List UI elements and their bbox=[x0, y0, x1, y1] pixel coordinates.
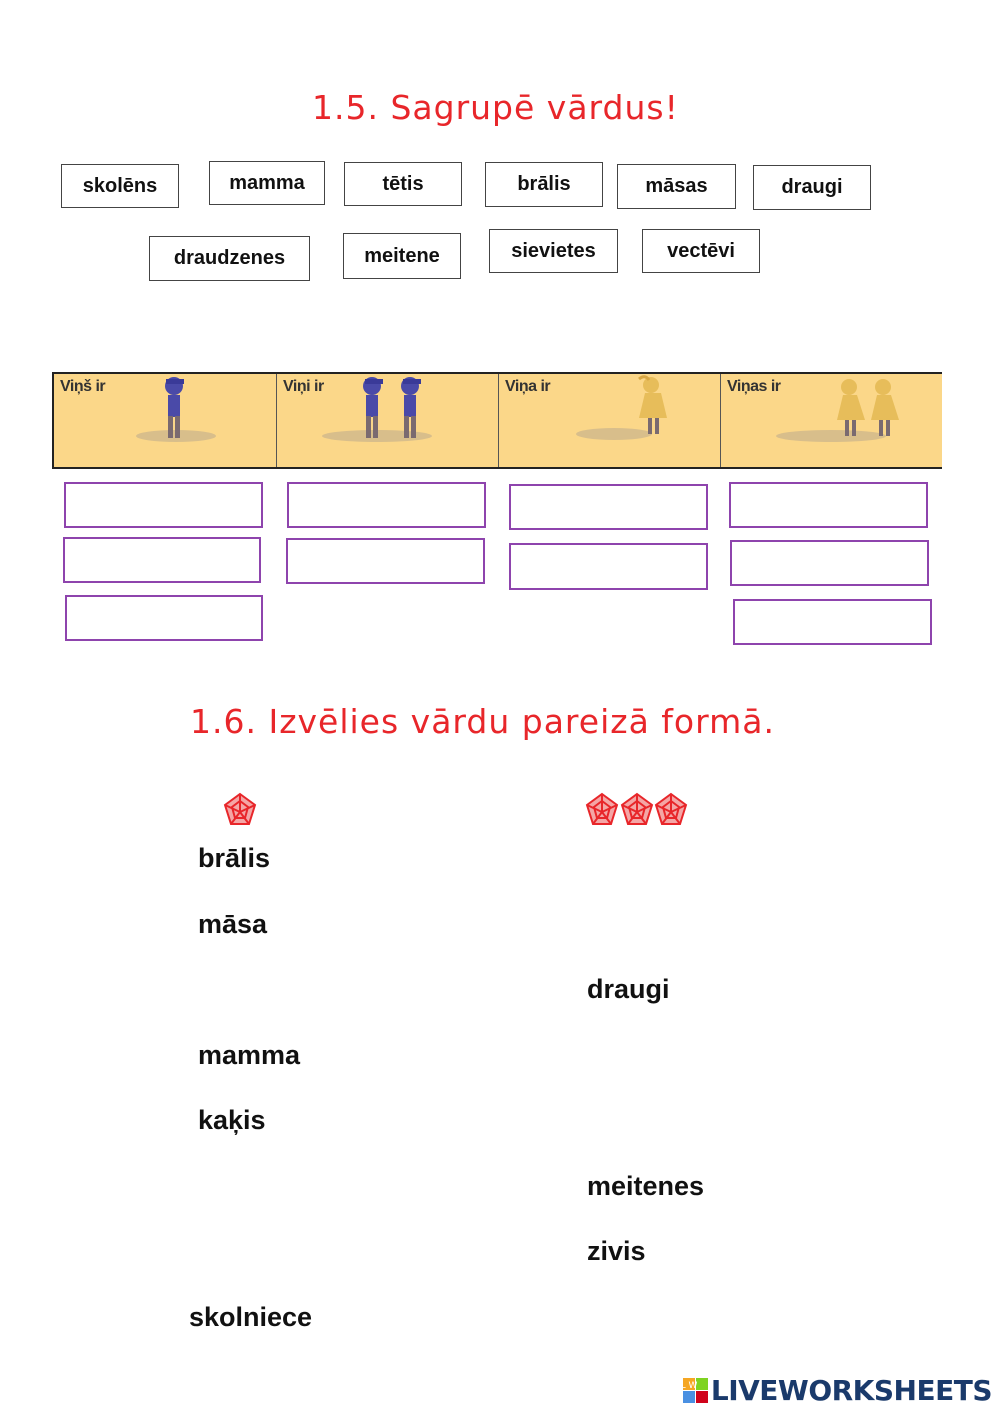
word-tile-masas[interactable]: māsas bbox=[617, 164, 736, 209]
answer-box-vins-3[interactable] bbox=[65, 595, 263, 641]
word-tile-draugi[interactable]: draugi bbox=[753, 165, 871, 210]
spiderweb-icon bbox=[222, 792, 258, 828]
section-title-1-6: 1.6. Izvēlies vārdu pareizā formā. bbox=[190, 702, 775, 741]
word-tile-bralis[interactable]: brālis bbox=[485, 162, 603, 207]
logo-mark-l: L W bbox=[680, 1380, 698, 1391]
choice-word-masa[interactable]: māsa bbox=[198, 909, 268, 939]
word-tile-vectevi[interactable]: vectēvi bbox=[642, 229, 760, 273]
choice-word-kakis[interactable]: kaķis bbox=[198, 1105, 266, 1135]
boy-silhouette-icon bbox=[104, 374, 224, 449]
liveworksheets-logo[interactable] bbox=[680, 1374, 992, 1407]
spiderweb-icon bbox=[619, 792, 655, 828]
category-label-vins: Viņš ir bbox=[60, 378, 106, 395]
choice-word-zivis[interactable]: zivis bbox=[587, 1236, 646, 1266]
category-vins bbox=[54, 374, 277, 467]
answer-box-vinas-2[interactable] bbox=[730, 540, 929, 586]
word-tile-meitene[interactable]: meitene bbox=[343, 233, 461, 279]
logo-mark-icon bbox=[680, 1378, 709, 1404]
choice-word-draugi[interactable]: draugi bbox=[587, 974, 670, 1004]
category-vina bbox=[499, 374, 721, 467]
answer-box-vina-2[interactable] bbox=[509, 543, 708, 590]
word-tile-skolens[interactable]: skolēns bbox=[61, 164, 179, 208]
spiderweb-icon bbox=[584, 792, 620, 828]
choice-word-skolniece[interactable]: skolniece bbox=[189, 1302, 313, 1332]
answer-box-vini-1[interactable] bbox=[287, 482, 486, 528]
choice-word-mamma[interactable]: mamma bbox=[198, 1040, 301, 1070]
choice-word-bralis[interactable]: brālis bbox=[198, 843, 271, 873]
answer-box-vini-2[interactable] bbox=[286, 538, 485, 584]
spiderweb-icon bbox=[653, 792, 689, 828]
answer-box-vins-2[interactable] bbox=[63, 537, 261, 583]
choice-word-meitenes[interactable]: meitenes bbox=[587, 1171, 705, 1201]
logo-text: LIVEWORKSHEETS bbox=[710, 1374, 992, 1407]
answer-box-vina-1[interactable] bbox=[509, 484, 708, 530]
answer-box-vins-1[interactable] bbox=[64, 482, 263, 528]
word-tile-draudzenes[interactable]: draudzenes bbox=[149, 236, 310, 281]
category-vini bbox=[277, 374, 499, 467]
two-girls-silhouette-icon bbox=[761, 374, 921, 449]
category-label-vina: Viņa ir bbox=[505, 378, 551, 395]
answer-box-vinas-3[interactable] bbox=[733, 599, 932, 645]
word-tile-tetis[interactable]: tētis bbox=[344, 162, 462, 206]
word-tile-sievietes[interactable]: sievietes bbox=[489, 229, 618, 273]
section-title-1-5: 1.5. Sagrupē vārdus! bbox=[312, 88, 679, 127]
category-vinas bbox=[721, 374, 942, 467]
answer-box-vinas-1[interactable] bbox=[729, 482, 928, 528]
category-header bbox=[52, 372, 942, 469]
girl-silhouette-icon bbox=[549, 374, 669, 449]
category-label-vini: Viņi ir bbox=[283, 378, 324, 395]
two-boys-silhouette-icon bbox=[307, 374, 467, 449]
word-tile-mamma[interactable]: mamma bbox=[209, 161, 325, 205]
category-label-vinas: Viņas ir bbox=[727, 378, 781, 395]
